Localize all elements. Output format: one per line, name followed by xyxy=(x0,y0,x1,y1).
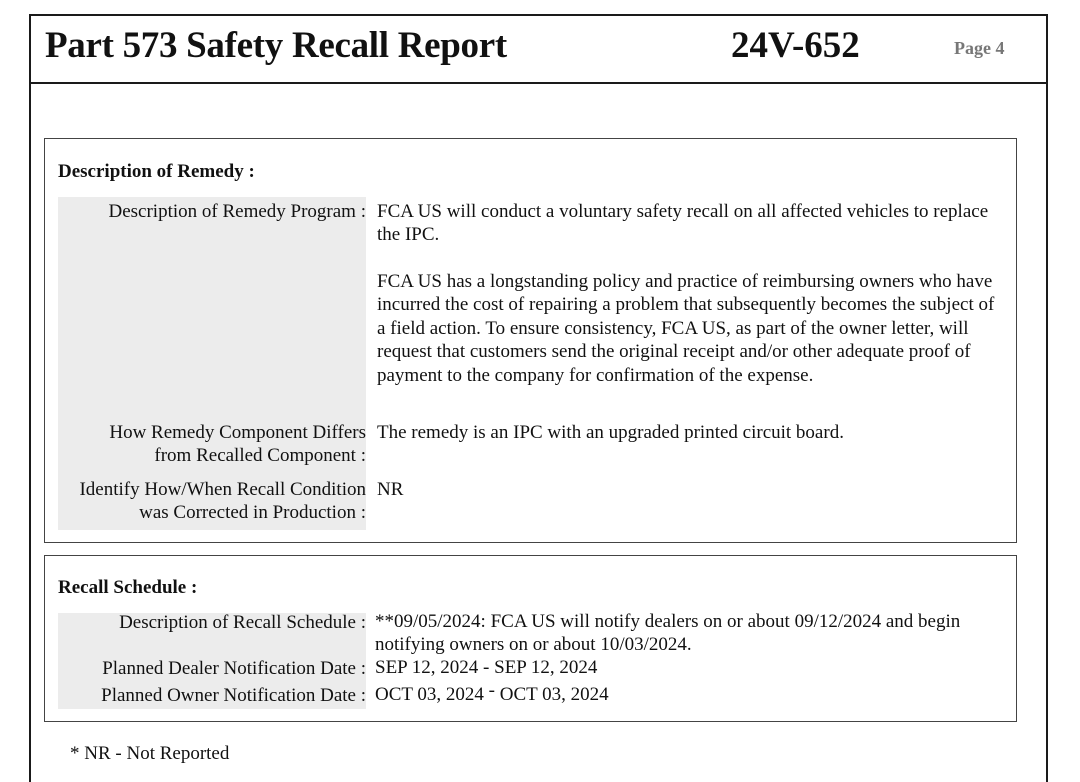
owner-date-separator: - xyxy=(488,680,495,701)
owner-date-from: OCT 03, 2024 xyxy=(375,684,484,705)
report-header xyxy=(31,16,1046,84)
dealer-date-separator: - xyxy=(483,657,490,678)
owner-notification-label: Planned Owner Notification Date : xyxy=(101,685,366,706)
remedy-program-text-1: FCA US will conduct a voluntary safety recall on all affected vehicles to replace the IPC. xyxy=(377,201,989,246)
remedy-program-label: Description of Remedy Program : xyxy=(108,201,366,222)
dealer-date-from: SEP 12, 2024 xyxy=(375,657,479,678)
recall-id: 24V-652 xyxy=(731,25,860,66)
remedy-program-text-2: FCA US has a longstanding policy and practice of reimbursing owners who have incurred the cost of repairing a problem that subsequently becomes the subject of a field action. To ensure consistency, FCA US, as part of the owner letter, will request that customers send the original receipt and/or other adequate proof of payment to the company for confirmation of the expense. xyxy=(377,271,995,386)
remedy-section xyxy=(44,138,1017,543)
remedy-differs-label-line1: How Remedy Component Differs xyxy=(109,422,366,443)
dealer-notification-dates xyxy=(375,656,597,679)
report-title: Part 573 Safety Recall Report xyxy=(45,25,507,66)
remedy-label-column xyxy=(58,197,366,530)
schedule-label-column xyxy=(58,613,366,709)
dealer-date-to: SEP 12, 2024 xyxy=(494,657,598,678)
schedule-section xyxy=(44,555,1017,722)
owner-date-to: OCT 03, 2024 xyxy=(499,684,609,705)
remedy-differs-text: The remedy is an IPC with an upgraded printed circuit board. xyxy=(377,422,844,443)
schedule-heading: Recall Schedule : xyxy=(58,577,198,598)
owner-notification-dates xyxy=(375,680,609,706)
remedy-differs-label-line2: from Recalled Component : xyxy=(154,445,366,466)
dealer-notification-label: Planned Dealer Notification Date : xyxy=(102,658,366,679)
remedy-heading: Description of Remedy : xyxy=(58,161,255,182)
schedule-description-text: **09/05/2024: FCA US will notify dealers on or about 09/12/2024 and begin notifying owners on or about 10/03/2024. xyxy=(375,611,961,656)
footnote: * NR - Not Reported xyxy=(70,743,230,764)
remedy-corrected-text: NR xyxy=(377,479,404,500)
page-number: Page 4 xyxy=(954,38,1005,58)
remedy-corrected-label-line2: was Corrected in Production : xyxy=(139,502,366,523)
remedy-corrected-label-line1: Identify How/When Recall Condition xyxy=(79,479,366,500)
schedule-description-label: Description of Recall Schedule : xyxy=(119,612,366,633)
